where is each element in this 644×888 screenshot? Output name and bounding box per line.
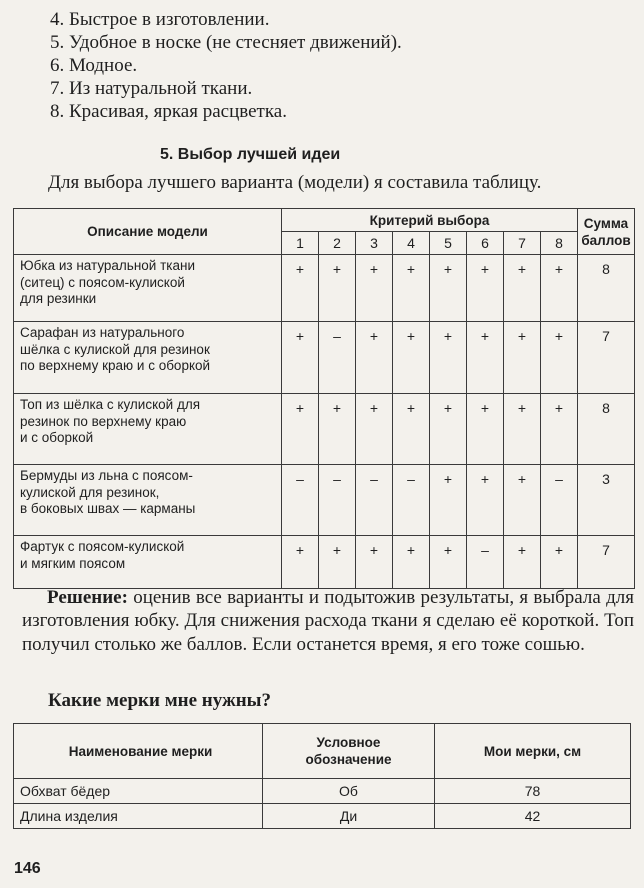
criterion-mark: +: [467, 465, 504, 536]
criterion-number: 7: [504, 232, 541, 255]
criterion-mark: +: [430, 255, 467, 322]
criterion-mark: +: [393, 394, 430, 465]
criteria-list-item: 6. Модное.: [50, 55, 138, 76]
table-row: [14, 255, 635, 322]
criterion-mark: +: [430, 536, 467, 589]
table-row: [14, 394, 635, 465]
measure-symbol: Ди: [263, 804, 435, 829]
header-criteria: Критерий выбора: [282, 209, 578, 232]
description-line: и мягким поясом: [20, 555, 126, 571]
header-sum-line: баллов: [581, 232, 631, 248]
description-line: (ситец) с поясом-кулиской: [20, 274, 185, 290]
criterion-number: 8: [541, 232, 578, 255]
solution-paragraph: [22, 586, 634, 656]
description-line: Сарафан из натурального: [20, 325, 185, 340]
measurements-table: [13, 723, 631, 829]
criterion-mark: –: [467, 536, 504, 589]
description-line: резинок по верхнему краю: [20, 413, 187, 429]
score-sum: 3: [578, 465, 635, 536]
criterion-mark: +: [356, 255, 393, 322]
criterion-number: 2: [319, 232, 356, 255]
header-model-description: Описание модели: [14, 209, 282, 255]
criterion-mark: +: [356, 394, 393, 465]
criterion-number: 1: [282, 232, 319, 255]
criterion-mark: +: [467, 255, 504, 322]
header-symbol: [263, 724, 435, 779]
measures-title: Какие мерки мне нужны?: [48, 690, 272, 711]
model-description: [14, 536, 282, 589]
model-description: [14, 255, 282, 322]
criterion-number: 6: [467, 232, 504, 255]
criterion-mark: +: [282, 536, 319, 589]
table-row: [14, 465, 635, 536]
description-line: Бермуды из льна с поясом-: [20, 468, 193, 483]
model-description: [14, 394, 282, 465]
section-title: 5. Выбор лучшей идеи: [160, 146, 341, 163]
criterion-mark: –: [356, 465, 393, 536]
description-line: для резинки: [20, 291, 97, 306]
intro-text: Для выбора лучшего варианта (модели) я составила таблицу.: [48, 172, 542, 193]
criterion-mark: +: [393, 255, 430, 322]
model-description: [14, 465, 282, 536]
criterion-mark: +: [319, 255, 356, 322]
criterion-mark: +: [430, 322, 467, 394]
criterion-mark: +: [430, 465, 467, 536]
criterion-mark: +: [393, 536, 430, 589]
criterion-number: 3: [356, 232, 393, 255]
criterion-mark: –: [393, 465, 430, 536]
criterion-number: 4: [393, 232, 430, 255]
measure-symbol: Об: [263, 779, 435, 804]
criterion-mark: +: [504, 255, 541, 322]
model-description: [14, 322, 282, 394]
criterion-mark: +: [504, 394, 541, 465]
description-line: Топ из шёлка с кулиской для: [20, 397, 201, 412]
criterion-mark: +: [504, 322, 541, 394]
header-symbol-line: обозначение: [305, 752, 392, 767]
criteria-list: [50, 8, 402, 123]
criterion-mark: –: [541, 465, 578, 536]
criterion-mark: +: [319, 394, 356, 465]
table-row: [14, 804, 631, 829]
criterion-mark: –: [282, 465, 319, 536]
criterion-mark: +: [467, 322, 504, 394]
criterion-mark: +: [282, 322, 319, 394]
header-my-measures: Мои мерки, см: [435, 724, 631, 779]
page-number: 146: [14, 860, 41, 877]
description-line: и с оборкой: [20, 430, 94, 445]
description-line: Фартук с поясом-кулиской: [20, 539, 185, 554]
criterion-mark: +: [319, 536, 356, 589]
score-sum: 7: [578, 322, 635, 394]
header-sum-line: Сумма: [583, 215, 629, 231]
table-row: [14, 779, 631, 804]
description-line: кулиской для резинок,: [20, 484, 160, 500]
criterion-mark: –: [319, 322, 356, 394]
model-selection-table: [13, 208, 635, 589]
score-sum: 8: [578, 394, 635, 465]
solution-label: Решение:: [47, 587, 128, 608]
criterion-mark: –: [319, 465, 356, 536]
criterion-mark: +: [430, 394, 467, 465]
criterion-mark: +: [541, 394, 578, 465]
criteria-list-item: 5. Удобное в носке (не стесняет движений).: [50, 32, 402, 53]
header-measure-name: Наименование мерки: [14, 724, 263, 779]
header-symbol-line: Условное: [316, 735, 381, 750]
criterion-mark: +: [504, 465, 541, 536]
table-row: [14, 536, 635, 589]
score-sum: 7: [578, 536, 635, 589]
measure-name: Длина изделия: [14, 804, 263, 829]
criterion-mark: +: [541, 322, 578, 394]
criterion-mark: +: [541, 536, 578, 589]
criterion-number: 5: [430, 232, 467, 255]
criterion-mark: +: [282, 394, 319, 465]
criterion-mark: +: [541, 255, 578, 322]
criterion-mark: +: [393, 322, 430, 394]
criterion-mark: +: [504, 536, 541, 589]
description-line: Юбка из натуральной ткани: [20, 258, 195, 273]
header-sum: [578, 209, 635, 255]
criterion-mark: +: [282, 255, 319, 322]
criterion-mark: +: [356, 536, 393, 589]
criteria-list-item: 8. Красивая, яркая расцветка.: [50, 101, 287, 122]
criterion-mark: +: [467, 394, 504, 465]
description-line: по верхнему краю и с оборкой: [20, 358, 211, 373]
measure-value: 42: [435, 804, 631, 829]
description-line: шёлка с кулиской для резинок: [20, 341, 210, 357]
measure-value: 78: [435, 779, 631, 804]
measure-name: Обхват бёдер: [14, 779, 263, 804]
description-line: в боковых швах — карманы: [20, 501, 196, 516]
criterion-mark: +: [356, 322, 393, 394]
table-row: [14, 322, 635, 394]
criteria-list-item: 4. Быстрое в изготовлении.: [50, 9, 270, 30]
criteria-list-item: 7. Из натуральной ткани.: [50, 78, 253, 99]
score-sum: 8: [578, 255, 635, 322]
solution-text: оценив все варианты и подытожив результаты, я выбрала для изготовления юбку. Для снижения расхода ткани я сделаю её короткой. Топ получил столько же баллов. Если останется время, я его тоже сошью.: [22, 587, 634, 655]
